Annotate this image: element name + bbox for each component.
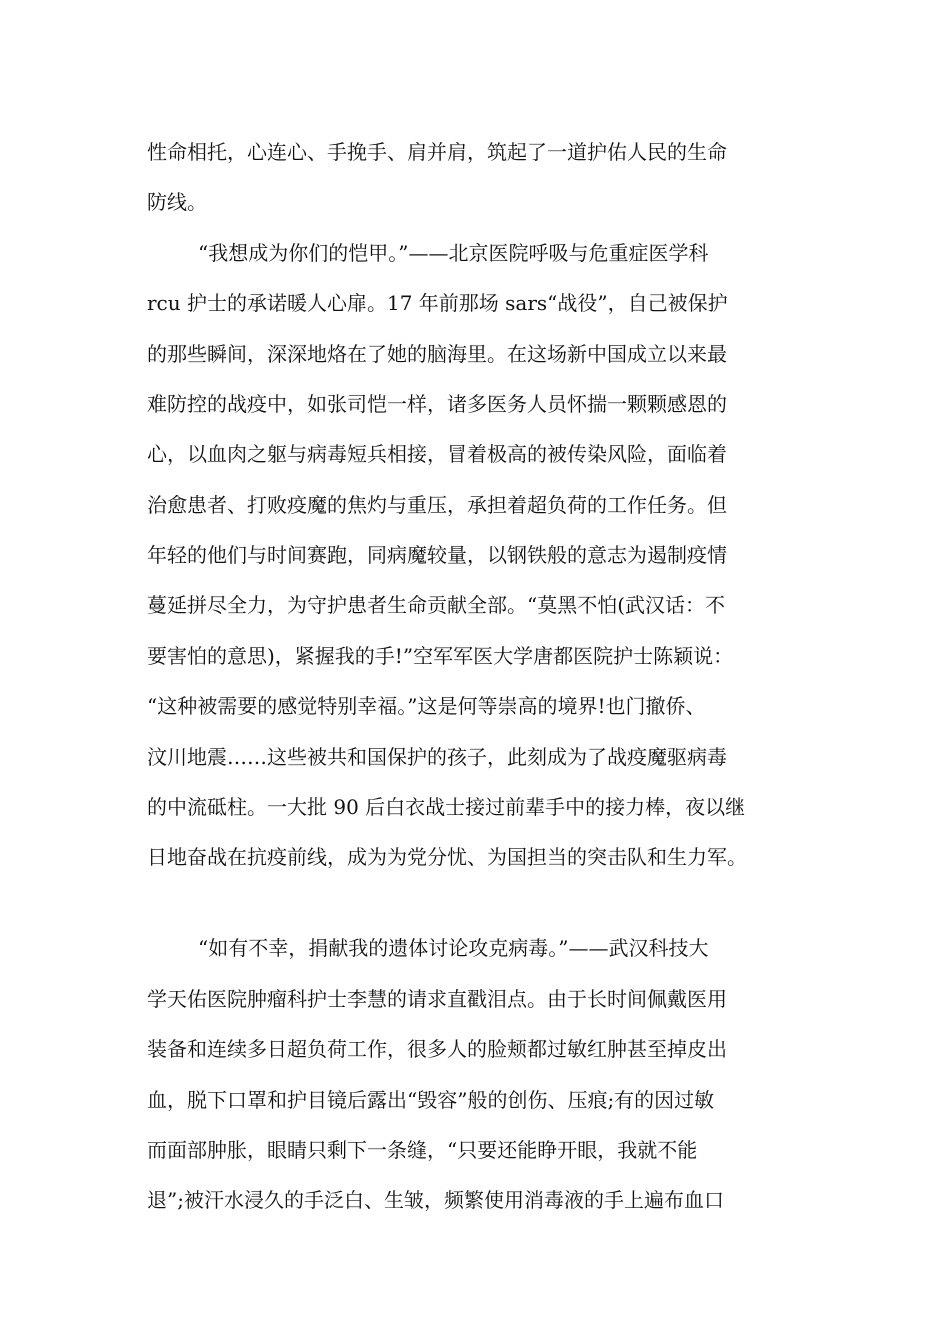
paragraph-start-line: “我想成为你们的恺甲。”——北京医院呼吸与危重症医学科 xyxy=(198,241,709,265)
text-line: 的中流砥柱。一大批 90 后白衣战士接过前辈手中的接力棒，夜以继 xyxy=(147,795,746,819)
text-line: 防线。 xyxy=(147,190,207,214)
text-line: 学天佑医院肿瘤科护士李慧的请求直戳泪点。由于长时间佩戴医用 xyxy=(147,987,727,1011)
text-line: rcu 护士的承诺暖人心扉。17 年前那场 sars“战役”，自己被保护 xyxy=(147,291,728,315)
text-line: 的那些瞬间，深深地烙在了她的脑海里。在这场新中国成立以来最 xyxy=(147,342,727,366)
text-line: 退”;被汗水浸久的手泛白、生皱，频繁使用消毒液的手上遍布血口 xyxy=(147,1188,724,1212)
text-line: 治愈患者、打败疫魔的焦灼与重压，承担着超负荷的工作任务。但 xyxy=(147,493,727,517)
text-line: 心，以血肉之躯与病毒短兵相接，冒着极高的被传染风险，面临着 xyxy=(147,442,727,466)
text-line: 难防控的战疫中，如张司恺一样，诸多医务人员怀揣一颗颗感恩的 xyxy=(147,392,727,416)
text-line: 性命相托，心连心、手挽手、肩并肩，筑起了一道护佑人民的生命 xyxy=(147,140,727,164)
text-line: 蔓延拼尽全力，为守护患者生命贡献全部。“莫黑不怕(武汉话：不 xyxy=(147,593,726,617)
paragraph-start-line: “如有不幸，捐献我的遗体讨论攻克病毒。”——武汉科技大 xyxy=(198,936,709,960)
text-line: “这种被需要的感觉特别幸福。”这是何等崇高的境界!也门撤侨、 xyxy=(147,694,706,718)
text-line: 汶川地震……这些被共和国保护的孩子，此刻成为了战疫魔驱病毒 xyxy=(147,745,727,769)
text-line: 血，脱下口罩和护目镜后露出“毁容”般的创伤、压痕;有的因过敏 xyxy=(147,1088,715,1112)
text-line: 年轻的他们与时间赛跑，同病魔较量，以钢铁般的意志为遏制疫情 xyxy=(147,543,727,567)
text-line: 日地奋战在抗疫前线，成为为党分忧、为国担当的突击队和生力军。 xyxy=(147,845,747,869)
text-line: 而面部肿胀，眼睛只剩下一条缝，“只要还能睁开眼，我就不能 xyxy=(147,1138,698,1162)
text-line: 要害怕的意思)，紧握我的手!”空军军医大学唐都医院护士陈颖说： xyxy=(147,644,734,668)
text-line: 装备和连续多日超负荷工作，很多人的脸颊都过敏红肿甚至掉皮出 xyxy=(147,1037,727,1061)
